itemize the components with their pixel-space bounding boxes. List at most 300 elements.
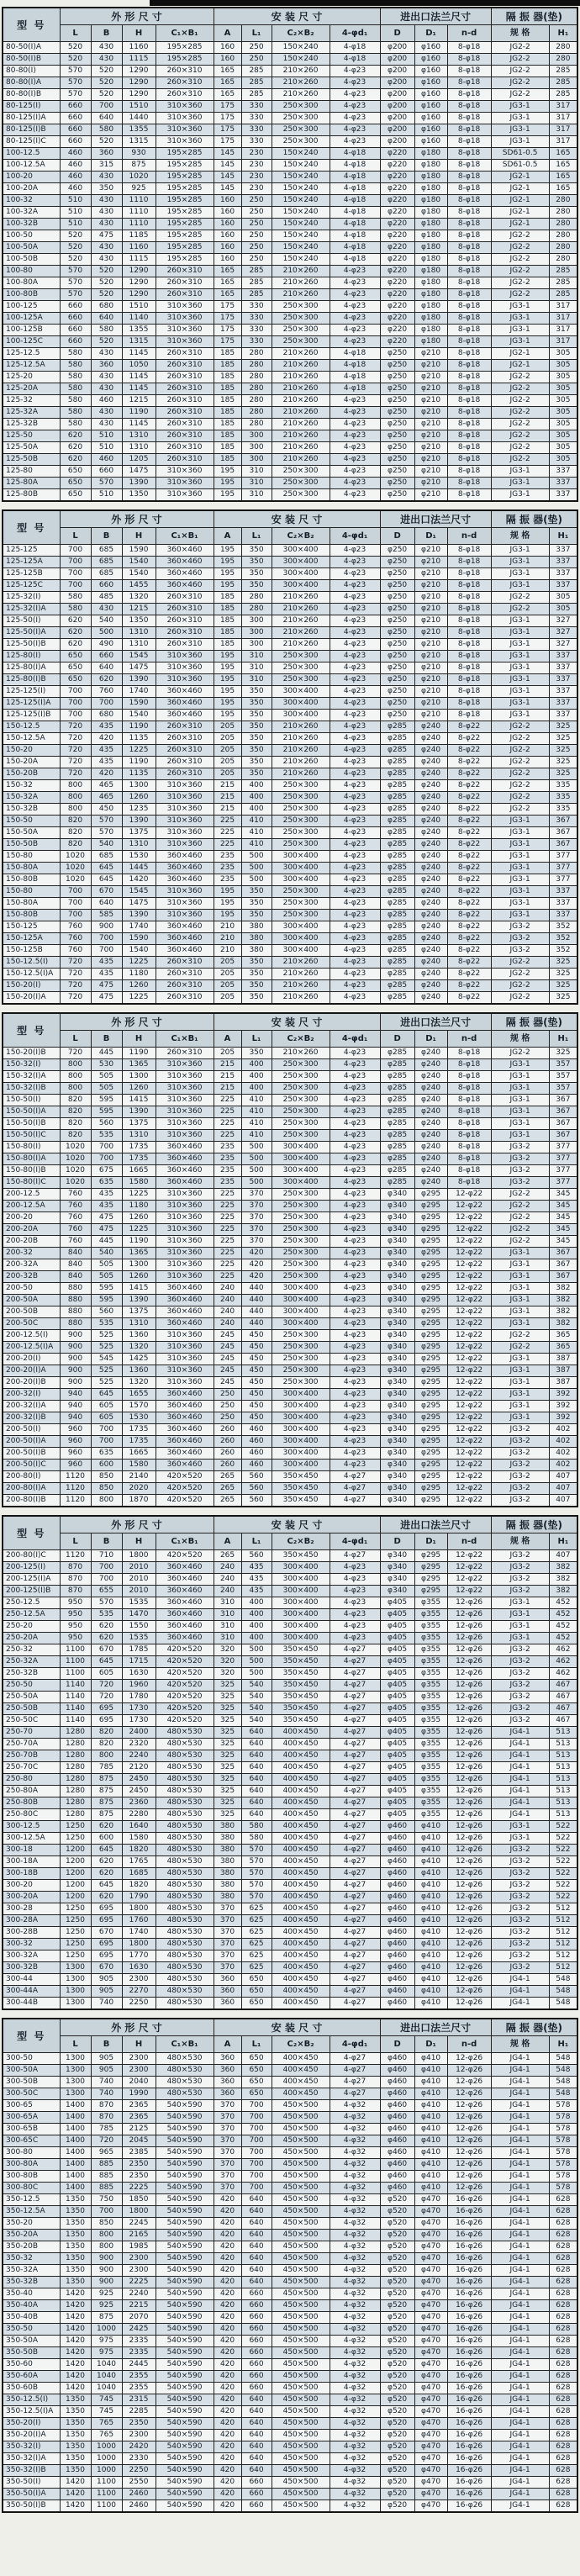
value-cell: 360×460: [156, 1412, 214, 1424]
value-cell: 462: [549, 1668, 577, 1680]
header-group-flange: 进出口法兰尺寸: [380, 1516, 491, 1533]
table-row: [3, 2453, 577, 2465]
value-cell: 4-φ32: [330, 2371, 380, 2383]
value-cell: 900: [91, 2253, 122, 2265]
value-cell: 345: [549, 1189, 577, 1201]
value-cell: 205: [214, 1048, 241, 1059]
value-cell: 1455: [122, 580, 156, 592]
value-cell: 1735: [122, 1153, 156, 1165]
value-cell: φ285: [380, 721, 414, 733]
value-cell: 185: [214, 592, 241, 604]
value-cell: 350: [241, 733, 272, 745]
value-cell: 195×285: [156, 230, 214, 242]
value-cell: 870: [60, 1562, 91, 1574]
value-cell: φ210: [414, 639, 447, 651]
value-cell: 1100: [91, 2477, 122, 2489]
value-cell: 435: [91, 957, 122, 969]
value-cell: 540: [241, 1692, 272, 1703]
value-cell: φ520: [380, 2312, 414, 2324]
model-cell: 350-12.5: [3, 2194, 60, 2206]
value-cell: 660: [241, 2312, 272, 2324]
value-cell: 1260: [122, 792, 156, 804]
value-cell: 250×300: [272, 780, 330, 792]
table-row: [3, 957, 577, 969]
model-cell: 200-125(I)B: [3, 1586, 60, 1597]
value-cell: 370: [214, 2159, 241, 2171]
value-cell: 377: [549, 1153, 577, 1165]
value-cell: 225: [214, 1118, 241, 1130]
value-cell: 1420: [60, 2371, 91, 2383]
value-cell: JG2-2: [491, 407, 549, 419]
value-cell: 195: [214, 478, 241, 489]
value-cell: JG3-1: [491, 101, 549, 113]
value-cell: 700: [60, 686, 91, 698]
value-cell: 4-φ32: [330, 2336, 380, 2347]
value-cell: 420: [214, 2359, 241, 2371]
value-cell: φ285: [380, 1153, 414, 1165]
value-cell: 210×260: [272, 407, 330, 419]
value-cell: φ470: [414, 2383, 447, 2394]
value-cell: 685: [91, 568, 122, 580]
column-header: B: [91, 2036, 122, 2053]
model-cell: 125-80A: [3, 478, 60, 489]
value-cell: 1225: [122, 1224, 156, 1236]
value-cell: φ285: [380, 980, 414, 992]
value-cell: 345: [549, 1201, 577, 1212]
value-cell: 370: [214, 2147, 241, 2159]
value-cell: 195×285: [156, 172, 214, 183]
column-header: B: [91, 1031, 122, 1048]
value-cell: JG3-1: [491, 710, 549, 721]
value-cell: 628: [549, 2194, 577, 2206]
value-cell: 370: [214, 1939, 241, 1950]
value-cell: φ285: [380, 1083, 414, 1095]
value-cell: 2045: [122, 2135, 156, 2147]
model-cell: 80-125(I)A: [3, 113, 60, 124]
value-cell: 260×310: [156, 592, 214, 604]
value-cell: 1040: [91, 2383, 122, 2394]
value-cell: 2420: [122, 2441, 156, 2453]
value-cell: 377: [549, 863, 577, 874]
value-cell: 1740: [122, 1927, 156, 1939]
value-cell: 380: [214, 1880, 241, 1892]
value-cell: 300×400: [272, 1153, 330, 1165]
value-cell: JG2-1: [491, 207, 549, 219]
value-cell: JG3-1: [491, 874, 549, 886]
value-cell: φ220: [380, 230, 414, 242]
value-cell: JG4-1: [491, 2288, 549, 2300]
value-cell: JG3-2: [491, 921, 549, 933]
header-model: 型 号: [3, 8, 60, 42]
value-cell: φ340: [380, 1562, 414, 1574]
value-cell: φ470: [414, 2406, 447, 2418]
value-cell: 420: [214, 2489, 241, 2500]
value-cell: 250×300: [272, 651, 330, 662]
value-cell: 585: [91, 910, 122, 921]
table-row: [3, 1644, 577, 1656]
value-cell: 365: [549, 1342, 577, 1354]
value-cell: 360: [214, 2065, 241, 2077]
value-cell: 360×460: [156, 1609, 214, 1621]
value-cell: 505: [91, 1271, 122, 1283]
column-header: B: [91, 528, 122, 545]
value-cell: 660: [241, 2324, 272, 2336]
value-cell: 335: [549, 780, 577, 792]
value-cell: φ405: [380, 1809, 414, 1821]
value-cell: 285: [241, 289, 272, 301]
value-cell: 578: [549, 2135, 577, 2147]
value-cell: 260×310: [156, 395, 214, 407]
value-cell: JG2-2: [491, 1048, 549, 1059]
value-cell: φ520: [380, 2347, 414, 2359]
value-cell: 1510: [122, 301, 156, 313]
value-cell: 310×360: [156, 1259, 214, 1271]
value-cell: 335: [549, 804, 577, 816]
value-cell: 1420: [122, 874, 156, 886]
value-cell: 12-φ26: [447, 1715, 491, 1727]
value-cell: 480×530: [156, 1880, 214, 1892]
table-row: [3, 2230, 577, 2241]
value-cell: φ520: [380, 2194, 414, 2206]
value-cell: φ200: [380, 124, 414, 136]
value-cell: φ410: [414, 2171, 447, 2183]
value-cell: 310×360: [156, 1118, 214, 1130]
value-cell: 4-φ23: [330, 662, 380, 674]
value-cell: 625: [241, 1962, 272, 1974]
value-cell: 1225: [122, 745, 156, 757]
value-cell: 4-φ23: [330, 910, 380, 921]
value-cell: 4-φ27: [330, 1962, 380, 1974]
value-cell: 165: [214, 266, 241, 277]
value-cell: 300×400: [272, 1142, 330, 1153]
table-row: [3, 580, 577, 592]
value-cell: 350×450: [272, 1550, 330, 1562]
value-cell: 435: [91, 745, 122, 757]
value-cell: 435: [91, 969, 122, 980]
value-cell: 410: [241, 1118, 272, 1130]
value-cell: 4-φ23: [330, 898, 380, 910]
value-cell: 2350: [122, 2159, 156, 2171]
value-cell: 280: [241, 348, 272, 360]
value-cell: 635: [91, 1448, 122, 1460]
value-cell: 330: [241, 136, 272, 148]
value-cell: JG4-1: [491, 2112, 549, 2124]
value-cell: JG3-2: [491, 1586, 549, 1597]
value-cell: 310×360: [156, 804, 214, 816]
value-cell: φ520: [380, 2359, 414, 2371]
value-cell: 480×530: [156, 1974, 214, 1986]
table-row: [3, 2277, 577, 2288]
value-cell: 420: [214, 2394, 241, 2406]
value-cell: 350×450: [272, 1656, 330, 1668]
value-cell: 1415: [122, 1095, 156, 1106]
value-cell: φ220: [380, 148, 414, 160]
value-cell: 12-φ26: [447, 1986, 491, 1998]
header-group-isolator: 隔 振 器(垫): [491, 510, 577, 528]
table-row: [3, 721, 577, 733]
value-cell: JG2-2: [491, 289, 549, 301]
model-cell: 200-20(I)B: [3, 1377, 60, 1389]
model-cell: 250-32: [3, 1644, 60, 1656]
value-cell: 250×300: [272, 1118, 330, 1130]
value-cell: 260×310: [156, 360, 214, 372]
value-cell: 695: [91, 1950, 122, 1962]
table-row: [3, 136, 577, 148]
value-cell: 310×360: [156, 1354, 214, 1365]
value-cell: 1110: [122, 219, 156, 230]
value-cell: 540×590: [156, 2253, 214, 2265]
value-cell: 210: [214, 921, 241, 933]
value-cell: φ240: [414, 1177, 447, 1189]
value-cell: 885: [91, 2159, 122, 2171]
value-cell: 300×400: [272, 1574, 330, 1586]
value-cell: 440: [241, 1295, 272, 1306]
value-cell: 450: [91, 804, 122, 816]
value-cell: φ210: [414, 360, 447, 372]
value-cell: 700: [91, 1153, 122, 1165]
value-cell: 1020: [122, 172, 156, 183]
table-row: [3, 277, 577, 289]
value-cell: 410: [241, 816, 272, 827]
value-cell: 310×360: [156, 1224, 214, 1236]
value-cell: φ460: [380, 2053, 414, 2065]
value-cell: 402: [549, 1448, 577, 1460]
value-cell: 1590: [122, 933, 156, 945]
value-cell: 265: [214, 1550, 241, 1562]
value-cell: 440: [241, 1318, 272, 1330]
value-cell: 435: [91, 721, 122, 733]
value-cell: 317: [549, 113, 577, 124]
value-cell: JG3-2: [491, 1448, 549, 1460]
value-cell: 2385: [122, 2147, 156, 2159]
value-cell: 1420: [60, 2324, 91, 2336]
value-cell: 16-φ26: [447, 2312, 491, 2324]
value-cell: 640: [91, 898, 122, 910]
value-cell: 540×590: [156, 2430, 214, 2441]
value-cell: 8-φ22: [447, 874, 491, 886]
value-cell: 150×240: [272, 183, 330, 195]
value-cell: 325: [549, 1048, 577, 1059]
value-cell: 12-φ26: [447, 1809, 491, 1821]
value-cell: φ210: [414, 557, 447, 568]
value-cell: 4-φ23: [330, 1621, 380, 1633]
value-cell: 250: [241, 54, 272, 66]
table-row: [3, 1903, 577, 1915]
value-cell: φ240: [414, 886, 447, 898]
value-cell: 8-φ18: [447, 113, 491, 124]
value-cell: 4-φ23: [330, 136, 380, 148]
value-cell: 485: [91, 592, 122, 604]
value-cell: 250×300: [272, 336, 330, 348]
table-row: [3, 1833, 577, 1845]
value-cell: 260×310: [156, 957, 214, 969]
model-cell: 150-20(I): [3, 980, 60, 992]
value-cell: 410: [241, 1130, 272, 1142]
value-cell: 215: [214, 804, 241, 816]
value-cell: φ410: [414, 1821, 447, 1833]
model-cell: 100-125C: [3, 336, 60, 348]
value-cell: 8-φ18: [447, 266, 491, 277]
table-row: [3, 348, 577, 360]
column-header: D: [380, 1533, 414, 1550]
value-cell: 300×400: [272, 874, 330, 886]
model-cell: 300-12.5: [3, 1821, 60, 1833]
value-cell: JG3-2: [491, 1483, 549, 1495]
value-cell: 4-φ23: [330, 1597, 380, 1609]
value-cell: 700: [241, 2124, 272, 2135]
table-row: [3, 1797, 577, 1809]
value-cell: 8-φ18: [447, 615, 491, 627]
value-cell: 480×530: [156, 1762, 214, 1774]
value-cell: 1145: [122, 372, 156, 383]
model-cell: 150-50(I)B: [3, 1118, 60, 1130]
value-cell: 640: [241, 2418, 272, 2430]
table-row: [3, 1401, 577, 1412]
table-row: [3, 1271, 577, 1283]
value-cell: 1760: [122, 1915, 156, 1927]
value-cell: 430: [91, 383, 122, 395]
value-cell: 452: [549, 1621, 577, 1633]
column-header: C₂×B₂: [272, 528, 330, 545]
value-cell: φ405: [380, 1633, 414, 1644]
value-cell: 317: [549, 136, 577, 148]
value-cell: 640: [241, 1727, 272, 1739]
value-cell: φ160: [414, 54, 447, 66]
value-cell: JG3-1: [491, 910, 549, 921]
value-cell: φ295: [414, 1586, 447, 1597]
value-cell: 4-φ23: [330, 1330, 380, 1342]
value-cell: 12-φ26: [447, 2147, 491, 2159]
value-cell: 450×500: [272, 2453, 330, 2465]
value-cell: 660: [241, 2300, 272, 2312]
table-header: [3, 1516, 577, 1550]
model-cell: 350-60A: [3, 2371, 60, 2383]
value-cell: 930: [122, 148, 156, 160]
column-header: 4-φd₁: [330, 1031, 380, 1048]
value-cell: 460: [241, 1460, 272, 1471]
value-cell: 325: [549, 733, 577, 745]
value-cell: 880: [60, 1295, 91, 1306]
value-cell: φ405: [380, 1750, 414, 1762]
value-cell: 1300: [60, 1974, 91, 1986]
value-cell: φ180: [414, 254, 447, 266]
model-cell: 300-50: [3, 2053, 60, 2065]
table-row: [3, 1189, 577, 1201]
model-cell: 350-32A: [3, 2265, 60, 2277]
value-cell: 450×500: [272, 2135, 330, 2147]
scan-edge-strip: [150, 0, 580, 6]
value-cell: φ405: [380, 1797, 414, 1809]
value-cell: 145: [214, 183, 241, 195]
value-cell: 1350: [60, 2394, 91, 2406]
value-cell: 4-φ23: [330, 1259, 380, 1271]
table-row: [3, 2347, 577, 2359]
value-cell: φ250: [380, 360, 414, 372]
table-row: [3, 1739, 577, 1750]
value-cell: 480×530: [156, 1845, 214, 1856]
value-cell: JG2-2: [491, 395, 549, 407]
value-cell: 300×400: [272, 1609, 330, 1621]
model-cell: 350-20B: [3, 2241, 60, 2253]
value-cell: φ520: [380, 2383, 414, 2394]
value-cell: 210×260: [272, 89, 330, 101]
value-cell: 4-φ27: [330, 1856, 380, 1868]
value-cell: JG4-1: [491, 2265, 549, 2277]
value-cell: 628: [549, 2312, 577, 2324]
value-cell: 660: [60, 101, 91, 113]
value-cell: 1360: [122, 1330, 156, 1342]
value-cell: 522: [549, 1856, 577, 1868]
value-cell: 4-φ27: [330, 1762, 380, 1774]
value-cell: φ460: [380, 2124, 414, 2135]
value-cell: 1350: [60, 2230, 91, 2241]
value-cell: φ295: [414, 1562, 447, 1574]
value-cell: 400: [241, 1633, 272, 1644]
value-cell: φ250: [380, 674, 414, 686]
value-cell: 540: [241, 1703, 272, 1715]
value-cell: 210×260: [272, 66, 330, 77]
value-cell: 8-φ18: [447, 419, 491, 430]
value-cell: φ410: [414, 2100, 447, 2112]
value-cell: φ405: [380, 1703, 414, 1715]
value-cell: 8-φ22: [447, 721, 491, 733]
column-header: A: [214, 1533, 241, 1550]
value-cell: 337: [549, 568, 577, 580]
value-cell: φ405: [380, 1762, 414, 1774]
value-cell: 522: [549, 1892, 577, 1903]
value-cell: 820: [60, 1095, 91, 1106]
value-cell: 800: [91, 1495, 122, 1507]
value-cell: 300×400: [272, 1586, 330, 1597]
value-cell: 2450: [122, 1774, 156, 1786]
column-header: A: [214, 2036, 241, 2053]
table-row: [3, 2218, 577, 2230]
value-cell: 1190: [122, 407, 156, 419]
value-cell: 400: [241, 1083, 272, 1095]
value-cell: JG4-1: [491, 2312, 549, 2324]
value-cell: φ180: [414, 183, 447, 195]
value-cell: 560: [241, 1483, 272, 1495]
value-cell: 8-φ18: [447, 639, 491, 651]
value-cell: φ295: [414, 1236, 447, 1248]
value-cell: 760: [60, 945, 91, 957]
model-cell: 100-20A: [3, 183, 60, 195]
value-cell: 420×520: [156, 1550, 214, 1562]
model-cell: 250-32B: [3, 1668, 60, 1680]
value-cell: 1770: [122, 1950, 156, 1962]
value-cell: 620: [91, 674, 122, 686]
model-cell: 125-50B: [3, 454, 60, 466]
value-cell: 260: [214, 1436, 241, 1448]
value-cell: 750: [91, 2194, 122, 2206]
header-group-isolator: 隔 振 器(垫): [491, 2019, 577, 2036]
value-cell: 2350: [122, 2418, 156, 2430]
value-cell: 387: [549, 1365, 577, 1377]
value-cell: 195×285: [156, 54, 214, 66]
value-cell: 12-φ26: [447, 1880, 491, 1892]
value-cell: 1530: [122, 851, 156, 863]
value-cell: 230: [241, 148, 272, 160]
value-cell: 8-φ18: [447, 557, 491, 568]
value-cell: 205: [214, 969, 241, 980]
model-cell: 250-20A: [3, 1633, 60, 1644]
value-cell: 540×590: [156, 2288, 214, 2300]
value-cell: 325: [549, 768, 577, 780]
model-cell: 150-50: [3, 816, 60, 827]
value-cell: 2355: [122, 2371, 156, 2383]
value-cell: 310×360: [156, 792, 214, 804]
value-cell: 700: [241, 2171, 272, 2183]
